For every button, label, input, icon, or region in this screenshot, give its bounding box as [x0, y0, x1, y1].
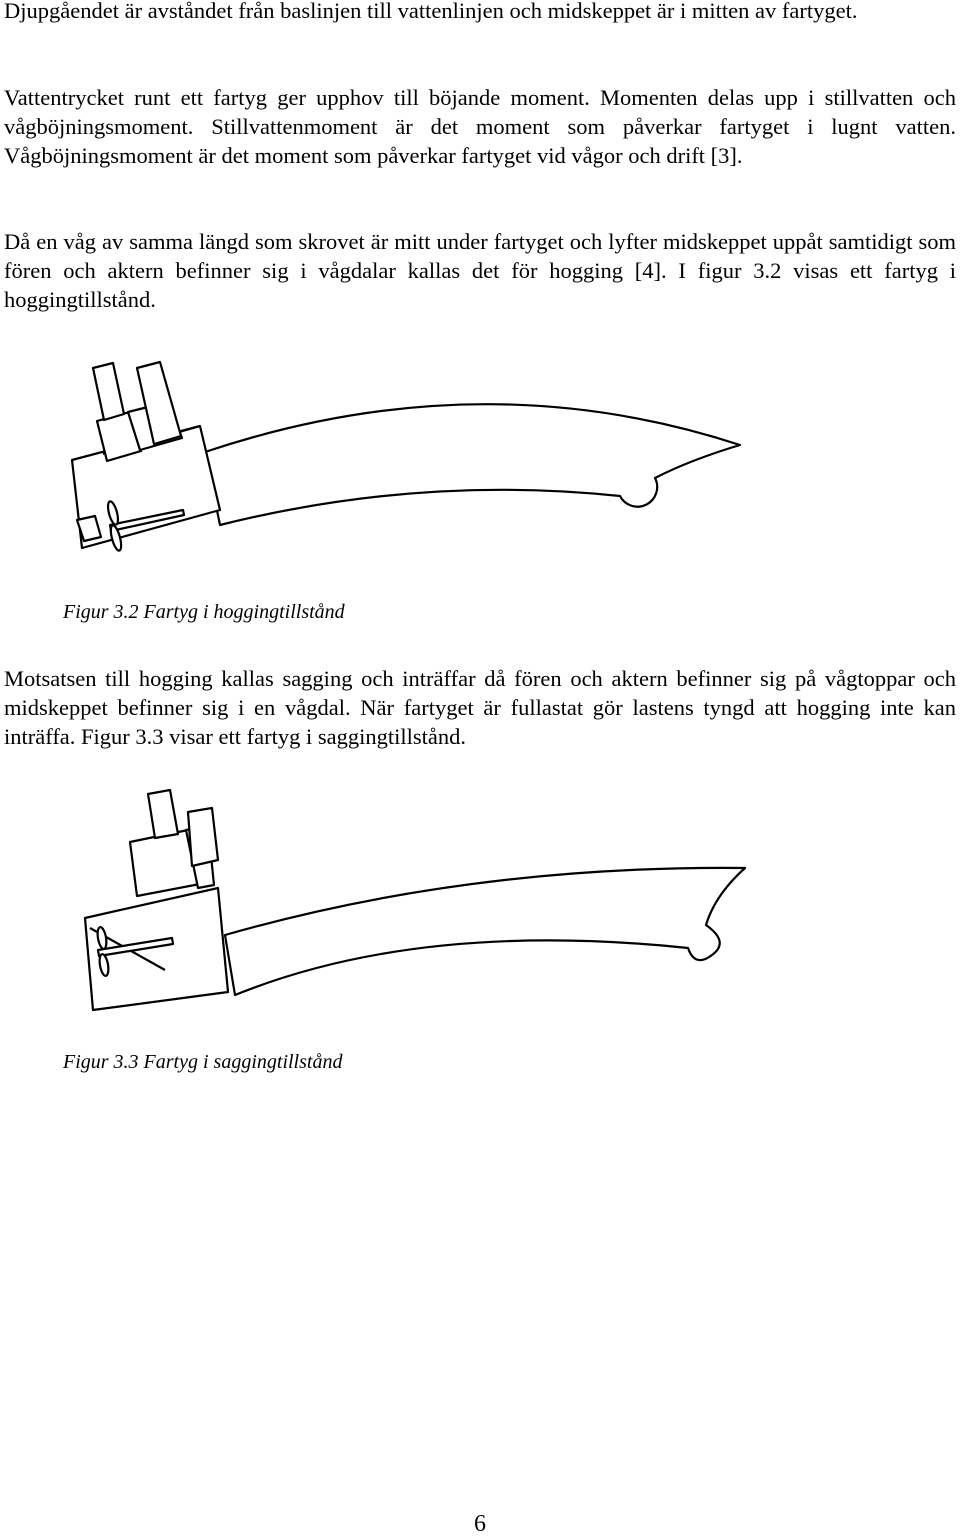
caption-figure-3-2: Figur 3.2 Fartyg i hoggingtillstånd: [63, 601, 345, 623]
paragraph-sagging: Motsatsen till hogging kallas sagging och inträffar då fören och aktern befinner sig på vågtoppar och midskeppet befinner sig i en vågdal. När fartyget är fullastat gör lastens tyngd att hogging inte kan inträffa. Figur 3.3 visar ett fartyg i saggingtillstånd.: [4, 666, 956, 749]
paragraph-bending-moments: Vattentrycket runt ett fartyg ger upphov till böjande moment. Momenten delas upp i stillvatten och vågböjningsmoment. Stillvattenmoment är det moment som påverkar fartyget i lugnt vatten. Vågböjningsmoment är det moment som påverkar fartyget vid vågor och drift [3].: [4, 85, 956, 168]
sagging-hull: [225, 868, 745, 995]
sagging-funnel-small: [148, 790, 178, 838]
hogging-hull: [205, 404, 740, 525]
figure-sagging: [0, 770, 960, 1050]
sagging-funnel-large: [188, 808, 218, 866]
figure-hogging: [0, 340, 960, 590]
caption-figure-3-3: Figur 3.3 Fartyg i saggingtillstånd: [63, 1051, 343, 1073]
page-number: 6: [474, 1511, 486, 1537]
sagging-ship-illustration: [0, 770, 960, 1050]
hogging-funnel-small: [93, 363, 124, 420]
hogging-ship-illustration: [0, 340, 960, 590]
paragraph-hogging: Då en våg av samma längd som skrovet är mitt under fartyget och lyfter midskeppet uppåt samtidigt som fören och aktern befinner sig i vågdalar kallas det för hogging [4]. I figur 3.2 visas ett fartyg i hoggingtillstånd.: [4, 229, 956, 312]
paragraph-draft-definition: Djupgåendet är avståndet från baslinjen till vattenlinjen och midskeppet är i mitten av fartyget.: [4, 0, 858, 23]
